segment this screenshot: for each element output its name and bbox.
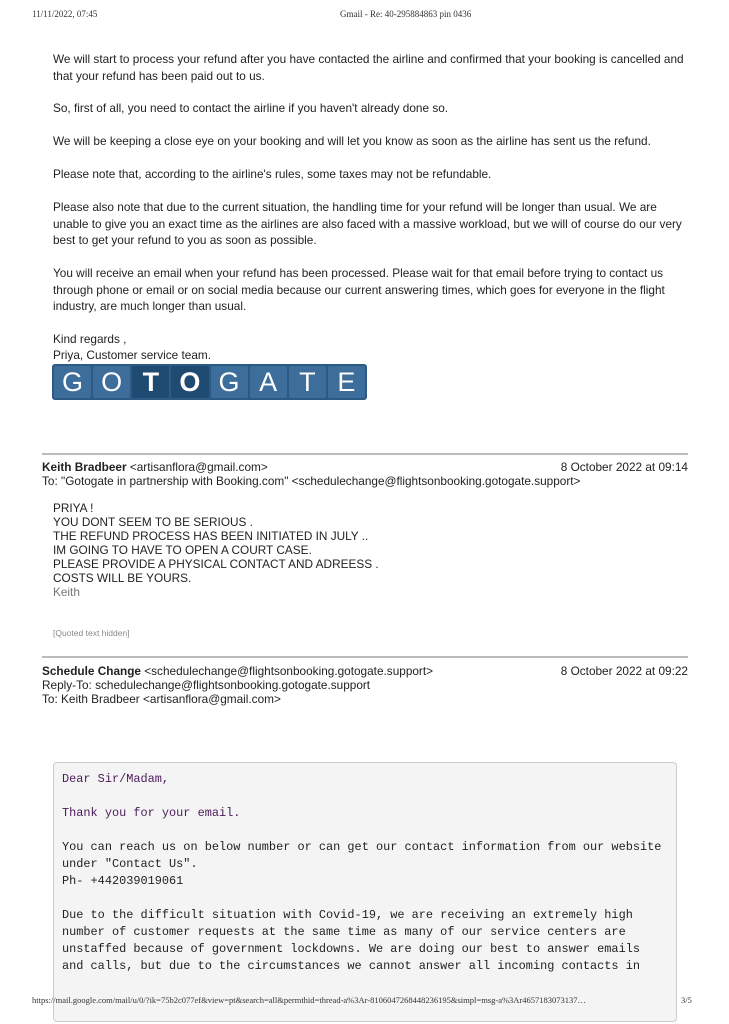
- message3-header: [42, 664, 688, 679]
- message2-sender-email[interactable]: <artisanflora@gmail.com>: [129, 460, 268, 474]
- logo-letter: O: [93, 366, 130, 398]
- message1-paragraph-4: Please note that, according to the airline's rules, some taxes may not be refundable.: [53, 167, 492, 181]
- message3-greeting: Dear Sir/Madam,: [62, 772, 170, 786]
- logo-letter: G: [211, 366, 248, 398]
- logo-letter: G: [54, 366, 91, 398]
- message1-paragraph-6: You will receive an email when your refund has been processed. Please wait for that email before trying to contact us through phone or email or on social media because our current answering times, which goes for everyone in the flight industry, are much longer than usual.: [53, 266, 665, 314]
- message2-to: To: "Gotogate in partnership with Booking.com" <schedulechange@flightsonbooking.gotogate.support>: [42, 474, 581, 488]
- message-divider: [42, 656, 688, 658]
- message3-contact-line-1: You can reach us on below number or can get our contact information from our website: [62, 840, 662, 854]
- message3-reply-to: Reply-To: schedulechange@flightsonbooking.gotogate.support: [42, 678, 371, 692]
- message2-header: [42, 460, 688, 475]
- message2-signoff: Keith: [53, 585, 80, 599]
- message3-sender-name[interactable]: Schedule Change: [42, 664, 141, 678]
- message3-sender-email[interactable]: <schedulechange@flightsonbooking.gotogate.support>: [144, 664, 434, 678]
- print-footer-page: 3/5: [681, 995, 692, 1005]
- message3-date: 8 October 2022 at 09:22: [560, 664, 688, 678]
- message3-to: To: Keith Bradbeer <artisanflora@gmail.com>: [42, 692, 281, 706]
- logo-letter: A: [250, 366, 287, 398]
- message1-paragraph-5: Please also note that due to the current situation, the handling time for your refund will be longer than usual. We are unable to give you an exact time as the airlines are also faced with a massive workload, but we will of course do our very best to get your refund to you as soon as possible.: [53, 200, 682, 248]
- message2-date: 8 October 2022 at 09:14: [560, 460, 688, 474]
- message3-covid-line-2: number of customer requests at the same time as many of our service centers are: [62, 925, 626, 939]
- message3-body-box: [53, 762, 677, 1022]
- print-header-datetime: 11/11/2022, 07:45: [32, 9, 98, 19]
- logo-letter: O: [171, 366, 208, 398]
- message1-signature: Priya, Customer service team.: [53, 348, 211, 362]
- gotogate-logo: [52, 364, 367, 400]
- message2-line-2: YOU DONT SEEM TO BE SERIOUS .: [53, 515, 253, 529]
- message2-line-4: IM GOING TO HAVE TO OPEN A COURT CASE.: [53, 543, 312, 557]
- message3-covid-line-4: and calls, but due to the circumstances we cannot answer all incoming contacts in: [62, 959, 640, 973]
- message1-paragraph-3: We will be keeping a close eye on your booking and will let you know as soon as the airline has sent us the refund.: [53, 134, 651, 148]
- message3-covid-line-3: unstaffed because of government lockdowns. We are doing our best to answer emails: [62, 942, 640, 956]
- message1-closing: Kind regards ,: [53, 332, 127, 346]
- logo-letter: E: [328, 366, 365, 398]
- message3-phone: Ph- +442039019061: [62, 874, 184, 888]
- quoted-text-hidden[interactable]: [Quoted text hidden]: [53, 628, 130, 638]
- logo-letter: T: [132, 366, 169, 398]
- message-divider: [42, 453, 688, 455]
- logo-letter: T: [289, 366, 326, 398]
- print-footer-url: https://mail.google.com/mail/u/0/?ik=75b2c077ef&view=pt&search=all&permthid=thread-a%3Ar-8106047268448236195&simpl=msg-a%3Ar4657183073137…: [32, 995, 587, 1005]
- message2-line-6: COSTS WILL BE YOURS.: [53, 571, 192, 585]
- message3-covid-line-1: Due to the difficult situation with Covid-19, we are receiving an extremely high: [62, 908, 633, 922]
- message3-contact-line-2: under "Contact Us".: [62, 857, 198, 871]
- message3-thanks: Thank you for your email.: [62, 806, 241, 820]
- message2-sender-name[interactable]: Keith Bradbeer: [42, 460, 127, 474]
- message1-paragraph-1: We will start to process your refund after you have contacted the airline and confirmed that your booking is cancelled and that your refund has been paid out to us.: [53, 52, 684, 83]
- message2-line-5: PLEASE PROVIDE A PHYSICAL CONTACT AND ADREESS .: [53, 557, 379, 571]
- message1-paragraph-2: So, first of all, you need to contact the airline if you haven't already done so.: [53, 101, 449, 115]
- print-header-title: Gmail - Re: 40-295884863 pin 0436: [340, 9, 472, 19]
- message2-line-1: PRIYA !: [53, 501, 94, 515]
- message2-line-3: THE REFUND PROCESS HAS BEEN INITIATED IN JULY ..: [53, 529, 369, 543]
